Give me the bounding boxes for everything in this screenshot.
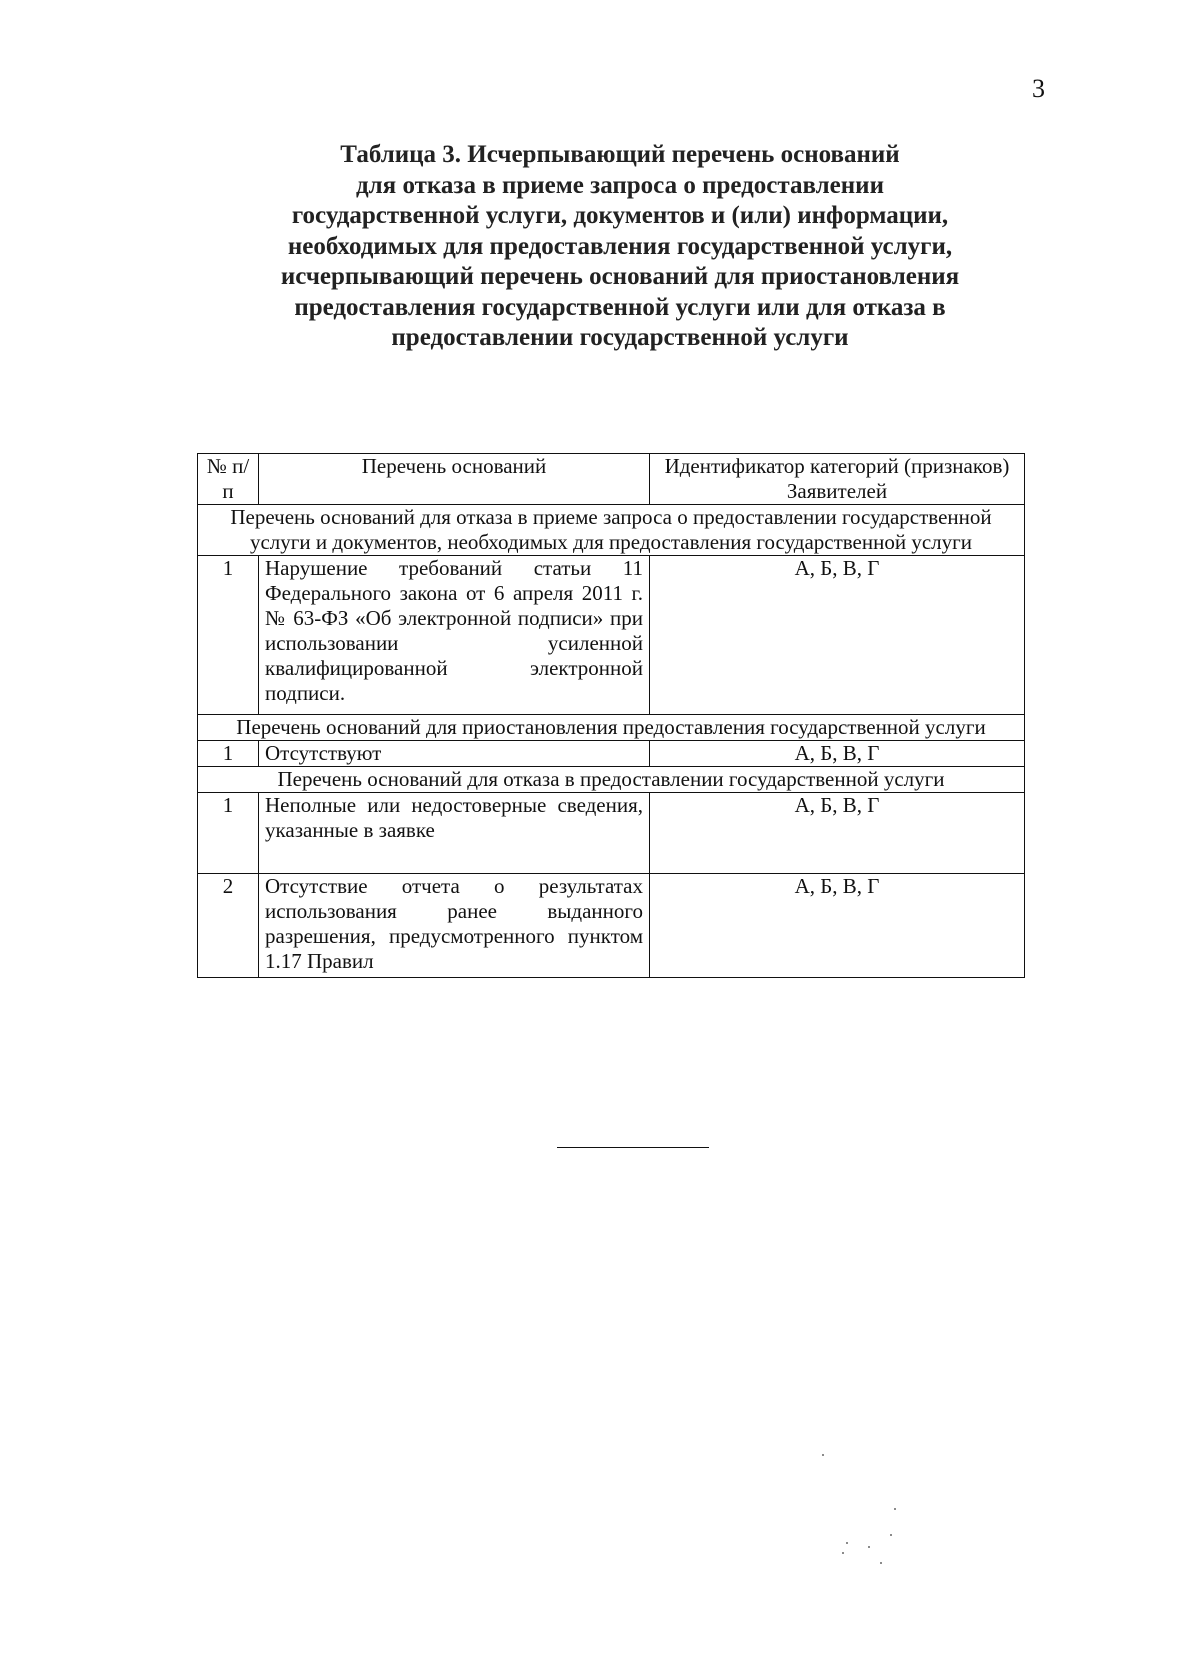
row-reason: Неполные или недостоверные сведения, указанные в заявке: [259, 793, 650, 874]
section-row: [198, 767, 1025, 793]
row-num: 1: [198, 556, 259, 715]
row-reason: Отсутствуют: [259, 741, 650, 767]
table-row: [198, 741, 1025, 767]
title-line: для отказа в приеме запроса о предоставлении: [356, 171, 884, 199]
row-category: А, Б, В, Г: [650, 874, 1025, 978]
row-category: А, Б, В, Г: [650, 741, 1025, 767]
row-reason: Нарушение требований статьи 11 Федерального закона от 6 апреля 2011 г. № 63-ФЗ «Об электронной подписи» при использовании усиленной квалифицированной электронной подписи.: [259, 556, 650, 715]
row-category: А, Б, В, Г: [650, 556, 1025, 715]
section-title: Перечень оснований для отказа в приеме запроса о предоставлении государственной услуги и документов, необходимых для предоставления государственной услуги: [198, 505, 1025, 556]
table-header-row: [198, 454, 1025, 505]
title-line: Таблица 3. Исчерпывающий перечень оснований: [340, 141, 900, 168]
header-category: Идентификатор категорий (признаков) Заявителей: [650, 454, 1025, 505]
section-row: [198, 715, 1025, 741]
section-title: Перечень оснований для отказа в предоставлении государственной услуги: [198, 767, 1025, 793]
title-line: предоставления государственной услуги или для отказа в: [294, 293, 946, 321]
scan-specks: [820, 1450, 910, 1570]
page-number: 3: [1032, 74, 1045, 103]
section-row: [198, 505, 1025, 556]
table-row: [198, 874, 1025, 978]
table-row: [198, 556, 1025, 715]
row-num: 2: [198, 874, 259, 978]
title-line: исчерпывающий перечень оснований для приостановления: [280, 263, 960, 290]
header-reason: Перечень оснований: [259, 454, 650, 505]
title-line: государственной услуги, документов и (или) информации,: [291, 202, 949, 229]
row-category: А, Б, В, Г: [650, 793, 1025, 874]
end-separator-line: [557, 1147, 709, 1148]
table-row: [198, 793, 1025, 874]
section-title: Перечень оснований для приостановления предоставления государственной услуги: [198, 715, 1025, 741]
row-num: 1: [198, 741, 259, 767]
grounds-table: [197, 453, 1025, 978]
table-title: [230, 140, 1010, 354]
title-line: необходимых для предоставления государственной услуги,: [287, 232, 953, 260]
row-num: 1: [198, 793, 259, 874]
header-num: № п/п: [198, 454, 259, 505]
title-line: предоставлении государственной услуги: [391, 324, 849, 351]
row-reason: Отсутствие отчета о результатах использования ранее выданного разрешения, предусмотренного пунктом 1.17 Правил: [259, 874, 650, 978]
